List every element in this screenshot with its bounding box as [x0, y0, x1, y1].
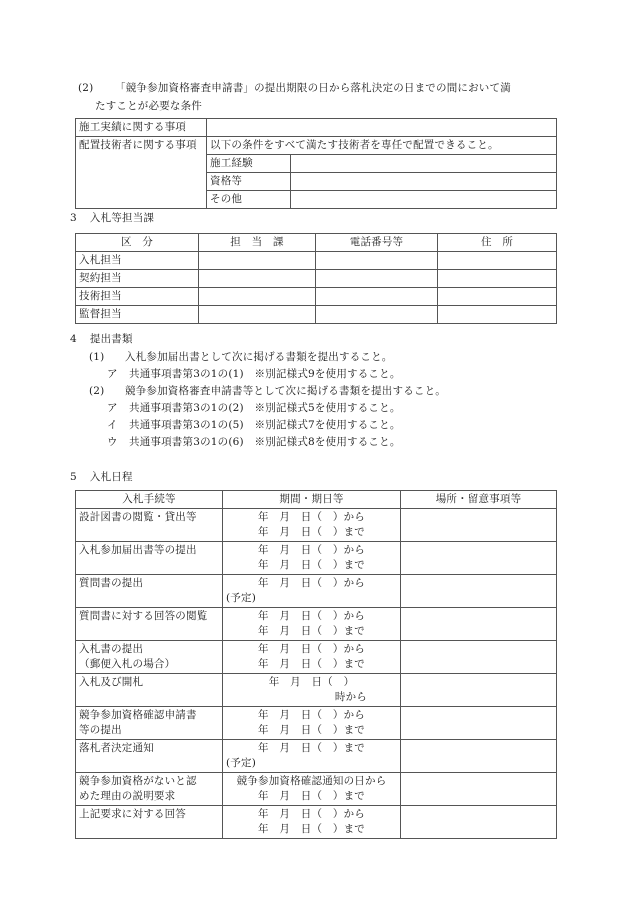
header-location-notes: 場所・留意事項等	[401, 491, 557, 509]
schedule-period-line: 年 月 日（ ）から	[258, 808, 365, 820]
address-contract[interactable]	[438, 270, 557, 288]
schedule-procedure-line: 設計図書の閲覧・貸出等	[79, 511, 197, 523]
schedule-notes[interactable]	[401, 806, 557, 839]
intro-item-marker	[78, 80, 93, 96]
section4-item-2c-marker: ウ	[107, 436, 118, 448]
schedule-notes[interactable]	[401, 674, 557, 707]
schedule-procedure-line: 等の提出	[79, 724, 122, 736]
schedule-notes[interactable]	[401, 641, 557, 674]
schedule-procedure	[76, 509, 223, 542]
schedule-procedure-line: 競争参加資格確認申請書	[79, 709, 197, 721]
schedule-procedure	[76, 806, 223, 839]
schedule-table-b	[75, 706, 557, 839]
schedule-procedure-line: 入札書の提出	[79, 643, 144, 655]
section5-number: 5	[70, 471, 77, 483]
schedule-table-a	[75, 490, 557, 707]
section4-item-2b-marker: イ	[107, 419, 118, 431]
condition-value-engineer: 以下の条件をすべて満たす技術者を専任で配置できること。	[207, 137, 557, 155]
schedule-procedure	[76, 542, 223, 575]
header-address: 住 所	[438, 234, 557, 252]
dept-technical[interactable]	[199, 288, 316, 306]
section4-item-2c-text: 共通事項書第3の1の(6) ※別記様式8を使用すること。	[129, 436, 401, 448]
schedule-period-line: (予定)	[226, 592, 256, 604]
intro-line-2: たすことが必要な条件	[95, 100, 202, 112]
schedule-period[interactable]	[223, 509, 401, 542]
condition-sub-label-qualification: 資格等	[207, 173, 291, 191]
condition-value-achievement[interactable]	[207, 119, 557, 137]
schedule-notes[interactable]	[401, 608, 557, 641]
schedule-period[interactable]	[223, 641, 401, 674]
table-row	[76, 137, 557, 155]
header-period: 期間・期日等	[223, 491, 401, 509]
header-division: 区 分	[76, 234, 199, 252]
schedule-period-line: 競争参加資格確認通知の日から	[236, 775, 387, 787]
condition-label-achievement: 施工実績に関する事項	[76, 119, 207, 137]
schedule-period-line: 年 月 日（ ）から	[258, 709, 365, 721]
schedule-period-line: 年 月 日（ ）から	[258, 577, 365, 589]
schedule-procedure	[76, 773, 223, 806]
table-row	[76, 542, 557, 575]
table-row	[76, 270, 557, 288]
section5-heading	[70, 469, 133, 485]
section4-item-1-marker: (1)	[89, 351, 105, 363]
schedule-period[interactable]	[223, 608, 401, 641]
schedule-procedure-spacer	[79, 525, 219, 540]
schedule-procedure	[76, 674, 223, 707]
schedule-procedure-line: めた理由の説明要求	[79, 790, 176, 802]
schedule-period-line: 年 月 日（ ）から	[258, 643, 365, 655]
schedule-period[interactable]	[223, 740, 401, 773]
table-row	[76, 288, 557, 306]
table-row	[76, 252, 557, 270]
schedule-period-line: 年 月 日（ ）から	[258, 544, 365, 556]
schedule-period[interactable]	[223, 575, 401, 608]
schedule-period[interactable]	[223, 773, 401, 806]
schedule-period-line: 年 月 日（ ）まで	[258, 790, 365, 802]
header-phone: 電話番号等	[316, 234, 438, 252]
section4-item-1-text: 入札参加届出書として次に掲げる書類を提出すること。	[125, 351, 393, 363]
intro-marker-text: (2)	[78, 82, 94, 94]
schedule-procedure-spacer	[79, 558, 219, 573]
schedule-procedure-line: 上記要求に対する回答	[79, 808, 186, 820]
condition-sub-value-other[interactable]	[291, 191, 557, 209]
dept-contract[interactable]	[199, 270, 316, 288]
address-technical[interactable]	[438, 288, 557, 306]
schedule-period-line: 年 月 日（ ）まで	[258, 742, 365, 754]
phone-contract[interactable]	[316, 270, 438, 288]
section4-item-2a-text: 共通事項書第3の1の(2) ※別記様式5を使用すること。	[129, 402, 401, 414]
schedule-period-line: 年 月 日（ ）まで	[258, 559, 365, 571]
section5-title: 入札日程	[89, 471, 133, 483]
division-technical: 技術担当	[76, 288, 199, 306]
schedule-procedure-spacer	[79, 624, 219, 639]
schedule-procedure-line: 質問書の提出	[79, 577, 144, 589]
section4-item-2-text: 競争参加資格審査申請書等として次に掲げる書類を提出すること。	[125, 385, 446, 397]
table-row	[76, 306, 557, 324]
table-row	[76, 740, 557, 773]
table-header-row	[76, 234, 557, 252]
header-procedure: 入札手続等	[76, 491, 223, 509]
schedule-period[interactable]	[223, 542, 401, 575]
section3-number: 3	[70, 212, 77, 224]
table-row	[76, 674, 557, 707]
table-row	[76, 773, 557, 806]
schedule-period[interactable]	[223, 806, 401, 839]
table-row	[76, 641, 557, 674]
address-supervision[interactable]	[438, 306, 557, 324]
schedule-period-line: 年 月 日（ ）から	[258, 511, 365, 523]
division-supervision: 監督担当	[76, 306, 199, 324]
section4-item-2b-text: 共通事項書第3の1の(5) ※別記様式7を使用すること。	[129, 419, 401, 431]
schedule-notes[interactable]	[401, 707, 557, 740]
schedule-procedure	[76, 740, 223, 773]
table-header-row	[76, 491, 557, 509]
intro-line-1: 「競争参加資格審査申請書」の提出期限の日から落札決定の日までの間において満	[115, 82, 511, 94]
table-row	[76, 608, 557, 641]
schedule-procedure-line: 入札及び開札	[79, 676, 144, 688]
schedule-procedure-line: 質問書に対する回答の閲覧	[79, 610, 208, 622]
schedule-procedure-spacer	[79, 756, 219, 771]
schedule-period-line: 年 月 日（ ）まで	[258, 526, 365, 538]
dept-supervision[interactable]	[199, 306, 316, 324]
table-row	[76, 575, 557, 608]
header-department: 担 当 課	[199, 234, 316, 252]
schedule-procedure-spacer	[79, 591, 219, 606]
schedule-b-body	[76, 707, 557, 839]
schedule-a-body	[76, 509, 557, 707]
schedule-procedure-line: 入札参加届出書等の提出	[79, 544, 197, 556]
schedule-procedure-line: 落札者決定通知	[79, 742, 154, 754]
schedule-period-line: 時から	[334, 691, 367, 703]
condition-table	[75, 118, 557, 209]
division-contract: 契約担当	[76, 270, 199, 288]
schedule-notes[interactable]	[401, 509, 557, 542]
section3-title: 入札等担当課	[89, 212, 155, 224]
schedule-notes[interactable]	[401, 740, 557, 773]
table-row	[76, 806, 557, 839]
section4-heading	[70, 331, 133, 347]
table-row	[76, 119, 557, 137]
schedule-procedure	[76, 608, 223, 641]
schedule-period[interactable]	[223, 674, 401, 707]
phone-bid[interactable]	[316, 252, 438, 270]
dept-bid[interactable]	[199, 252, 316, 270]
section4-number: 4	[70, 333, 77, 345]
table-row	[76, 509, 557, 542]
condition-sub-label-other: その他	[207, 191, 291, 209]
condition-sub-label-experience: 施工経験	[207, 155, 291, 173]
phone-technical[interactable]	[316, 288, 438, 306]
table-row	[76, 707, 557, 740]
section4-item-1a-text: 共通事項書第3の1の(1) ※別記様式9を使用すること。	[129, 368, 401, 380]
condition-sub-value-experience[interactable]	[291, 155, 557, 173]
schedule-period-line: 年 月 日（ ）から	[258, 610, 365, 622]
schedule-period-line: 年 月 日（ ）まで	[258, 724, 365, 736]
address-bid[interactable]	[438, 252, 557, 270]
schedule-notes[interactable]	[401, 773, 557, 806]
schedule-period-line: 年 月 日（ ）まで	[258, 625, 365, 637]
condition-sub-value-qualification[interactable]	[291, 173, 557, 191]
schedule-period-line: 年 月 日（ ）まで	[258, 823, 365, 835]
section4-item-1a-marker: ア	[107, 368, 118, 380]
phone-supervision[interactable]	[316, 306, 438, 324]
schedule-period-line: (予定)	[226, 757, 256, 769]
schedule-notes[interactable]	[401, 542, 557, 575]
schedule-procedure-line: 競争参加資格がないと認	[79, 775, 197, 787]
schedule-period-line: 年 月 日（ ）まで	[258, 658, 365, 670]
section3-heading	[70, 210, 154, 226]
contact-department-table	[75, 233, 557, 324]
section4-item-2-marker: (2)	[89, 385, 105, 397]
schedule-procedure	[76, 575, 223, 608]
section4-title: 提出書類	[89, 333, 133, 345]
schedule-procedure-spacer	[79, 690, 219, 705]
schedule-procedure-spacer	[79, 822, 219, 837]
schedule-procedure	[76, 641, 223, 674]
schedule-period-line: 年 月 日（ ）	[268, 676, 355, 688]
schedule-procedure	[76, 707, 223, 740]
section4-item-2a-marker: ア	[107, 402, 118, 414]
condition-label-engineer: 配置技術者に関する事項	[76, 137, 207, 209]
schedule-notes[interactable]	[401, 575, 557, 608]
schedule-period[interactable]	[223, 707, 401, 740]
schedule-procedure-line: （郵便入札の場合）	[79, 658, 176, 670]
division-bid: 入札担当	[76, 252, 199, 270]
